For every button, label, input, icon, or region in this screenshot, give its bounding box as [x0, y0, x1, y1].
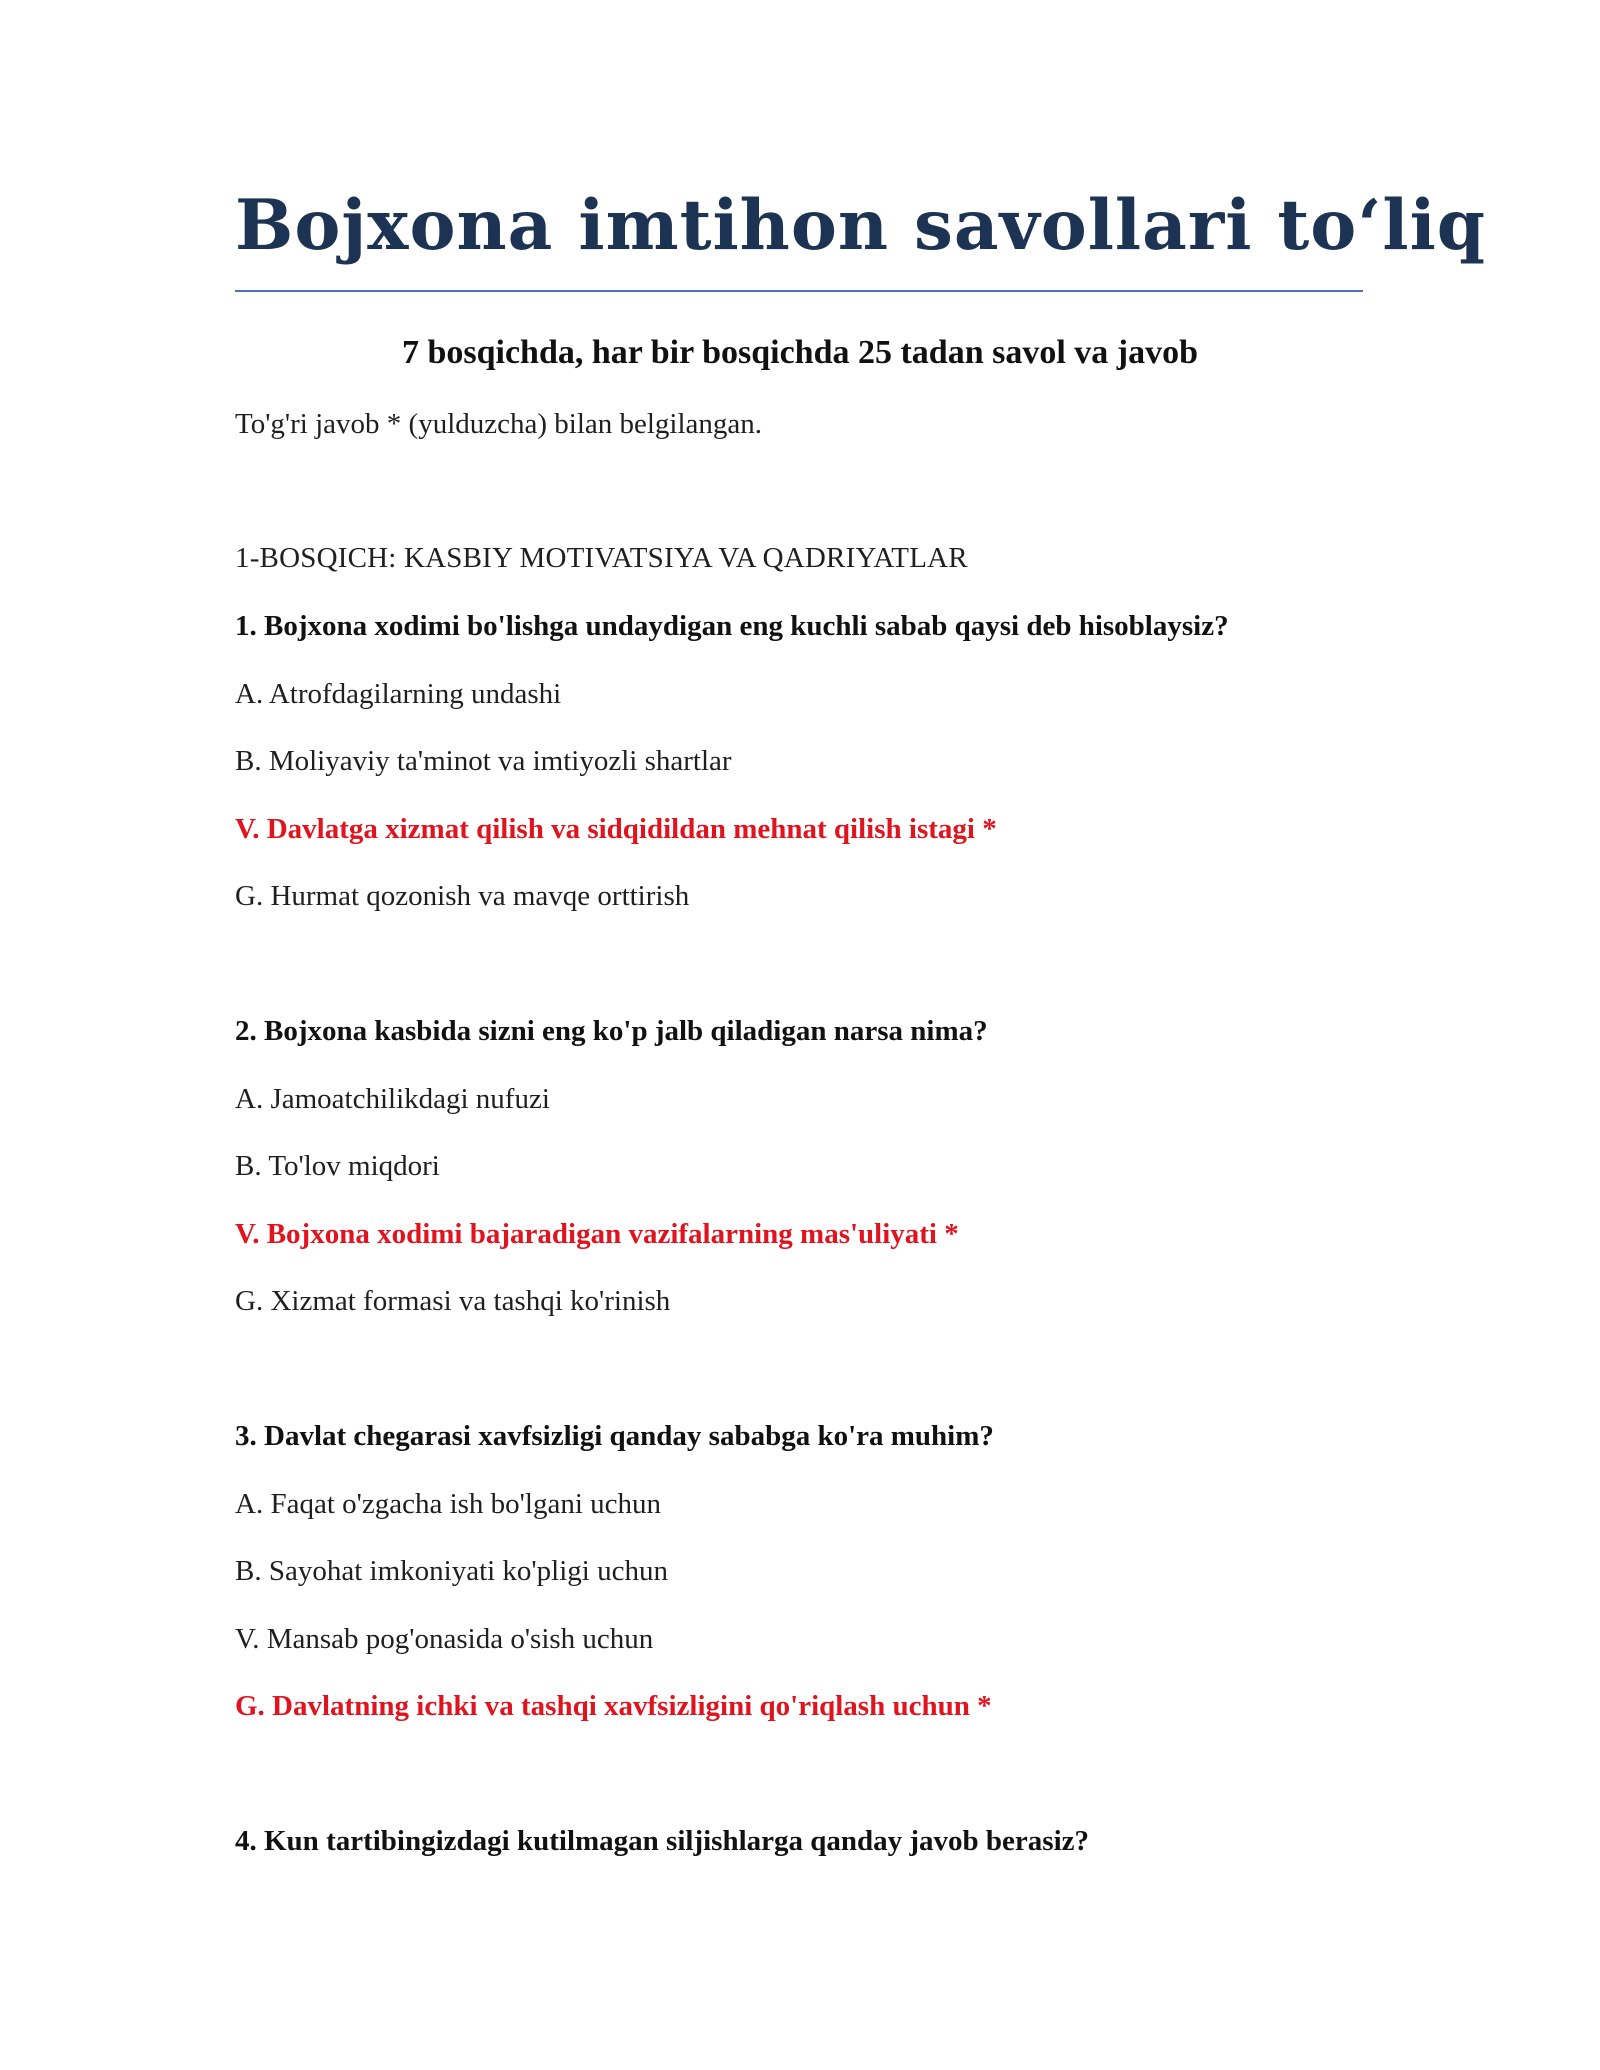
document-title: Bojxona imtihon savollari to‘liq: [235, 185, 1487, 266]
answer-option-a: A. Faqat o'zgacha ish bo'lgani uchun: [235, 1487, 662, 1520]
answer-option-g: G. Hurmat qozonish va mavqe orttirish: [235, 880, 690, 913]
question-text: 3. Davlat chegarasi xavfsizligi qanday sababga ko'ra muhim?: [235, 1420, 994, 1452]
stage-heading: 1-BOSQICH: KASBIY MOTIVATSIYA VA QADRIYATLAR: [235, 542, 968, 574]
question-block-3: [235, 1419, 1365, 1757]
intro-note: To'g'ri javob * (yulduzcha) bilan belgilangan.: [235, 408, 763, 440]
question-block-1: [235, 609, 1365, 947]
answer-option-g: G. Xizmat formasi va tashqi ko'rinish: [235, 1285, 671, 1318]
question-text: 4. Kun tartibingizdagi kutilmagan siljishlarga qanday javob berasiz?: [235, 1825, 1090, 1857]
answer-option-v-correct: V. Bojxona xodimi bajaradigan vazifalarning mas'uliyati *: [235, 1217, 959, 1250]
answer-option-a: A. Jamoatchilikdagi nufuzi: [235, 1082, 550, 1115]
question-block-4: [235, 1824, 1365, 1892]
answer-option-v-correct: V. Davlatga xizmat qilish va sidqidildan mehnat qilish istagi *: [235, 812, 997, 845]
question-text: 2. Bojxona kasbida sizni eng ko'p jalb qiladigan narsa nima?: [235, 1015, 988, 1047]
question-block-2: [235, 1014, 1365, 1352]
document-subtitle: 7 bosqichda, har bir bosqichda 25 tadan savol va javob: [401, 334, 1199, 371]
question-text: 1. Bojxona xodimi bo'lishga undaydigan eng kuchli sabab qaysi deb hisoblaysiz?: [235, 610, 1229, 642]
answer-option-g-correct: G. Davlatning ichki va tashqi xavfsizligini qo'riqlash uchun *: [235, 1690, 992, 1723]
title-underline: [235, 290, 1363, 292]
answer-option-b: B. Sayohat imkoniyati ko'pligi uchun: [235, 1555, 668, 1588]
answer-option-a: A. Atrofdagilarning undashi: [235, 677, 562, 710]
answer-option-v: V. Mansab pog'onasida o'sish uchun: [235, 1622, 654, 1655]
answer-option-b: B. Moliyaviy ta'minot va imtiyozli shartlar: [235, 745, 732, 778]
answer-option-b: B. To'lov miqdori: [235, 1150, 440, 1183]
